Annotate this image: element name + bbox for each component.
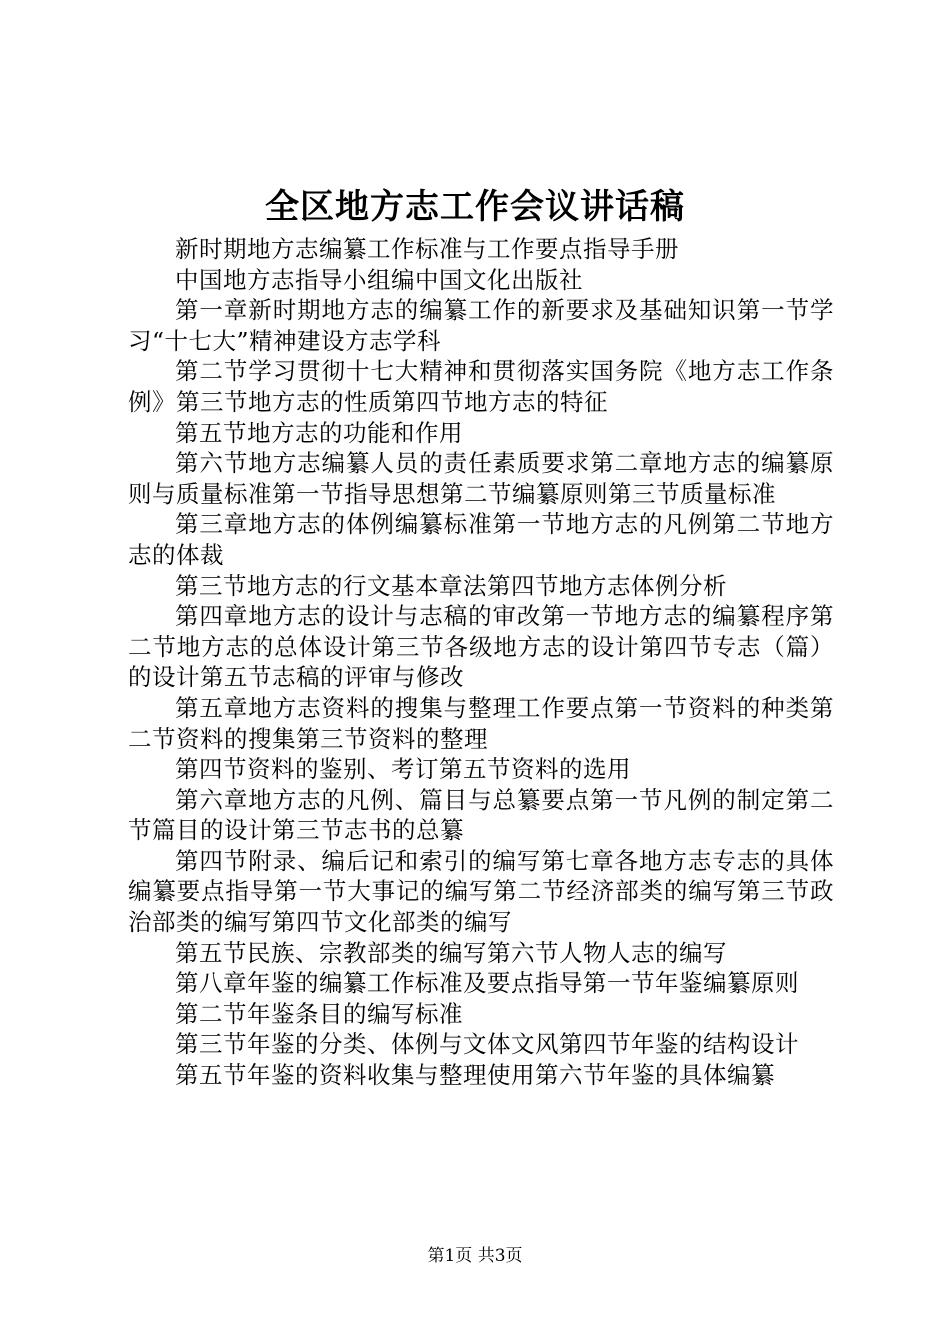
paragraph: 第五节民族、宗教部类的编写第六节人物人志的编写 <box>175 938 727 967</box>
paragraph: 第四节附录、编后记和索引的编写第七章各地方志专志的具体编纂要点指导第一节大事记的编写第二节经济部类的编写第三节政治部类的编写第四节文化部类的编写 <box>128 846 834 937</box>
page-footer: 第1页 共3页 <box>427 1246 523 1266</box>
paragraph: 第一章新时期地方志的编纂工作的新要求及基础知识第一节学习“十七大”精神建设方志学科 <box>128 296 834 355</box>
paragraph: 第二节学习贯彻十七大精神和贯彻落实国务院《地方志工作条例》第三节地方志的性质第四节地方志的特征 <box>128 357 834 416</box>
paragraph: 第六章地方志的凡例、篇目与总纂要点第一节凡例的制定第二节篇目的设计第三节志书的总纂 <box>128 785 834 845</box>
paragraph: 第四节资料的鉴别、考订第五节资料的选用 <box>175 755 631 784</box>
paragraph: 第八章年鉴的编纂工作标准及要点指导第一节年鉴编纂原则 <box>175 969 799 998</box>
document-body <box>128 234 834 1091</box>
paragraph: 新时期地方志编纂工作标准与工作要点指导手册 <box>175 235 679 263</box>
document-title: 全区地方志工作会议讲话稿 <box>265 187 685 227</box>
paragraph: 第三节地方志的行文基本章法第四节地方志体例分析 <box>175 571 727 600</box>
paragraph: 第三节年鉴的分类、体例与文体文风第四节年鉴的结构设计 <box>175 1030 799 1059</box>
paragraph: 中国地方志指导小组编中国文化出版社 <box>175 265 583 294</box>
paragraph: 第二节年鉴条目的编写标准 <box>175 999 463 1028</box>
paragraph: 第五章地方志资料的搜集与整理工作要点第一节资料的种类第二节资料的搜集第三节资料的整理 <box>128 693 834 753</box>
paragraph: 第三章地方志的体例编纂标准第一节地方志的凡例第二节地方志的体裁 <box>128 510 834 569</box>
paragraph: 第五节年鉴的资料收集与整理使用第六节年鉴的具体编纂 <box>175 1061 775 1090</box>
paragraph: 第四章地方志的设计与志稿的审改第一节地方志的编纂程序第二节地方志的总体设计第三节各级地方志的设计第四节专志（篇）的设计第五节志稿的评审与修改 <box>128 602 834 692</box>
paragraph: 第六节地方志编纂人员的责任素质要求第二章地方志的编纂原则与质量标准第一节指导思想第二节编纂原则第三节质量标准 <box>128 449 834 508</box>
paragraph: 第五节地方志的功能和作用 <box>175 418 463 447</box>
